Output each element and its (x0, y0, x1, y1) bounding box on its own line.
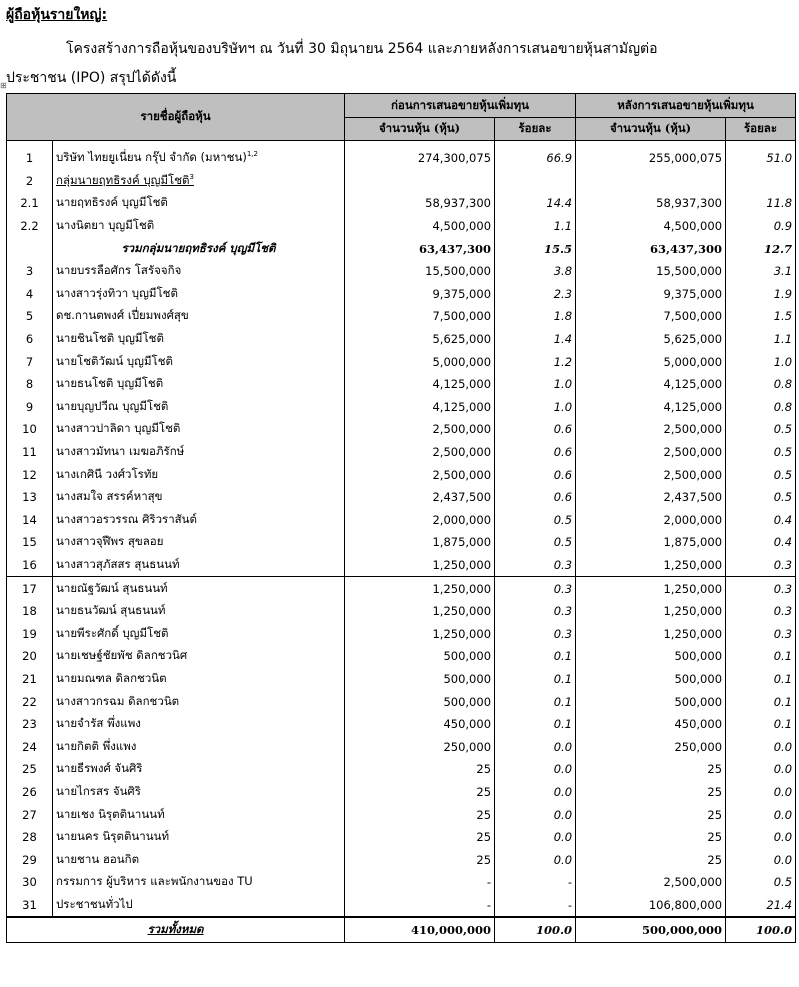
table-row (7, 554, 796, 577)
before-pct: 0.5 (495, 509, 576, 532)
row-number: 22 (7, 690, 53, 713)
shareholder-name-text: กรรมการ ผู้บริหาร และพนักงานของ TU (56, 874, 253, 889)
after-pct: 0.3 (726, 554, 796, 577)
before-pct: 0.0 (495, 735, 576, 758)
after-pct: 0.3 (726, 600, 796, 623)
before-pct: 1.8 (495, 305, 576, 328)
row-number: 13 (7, 486, 53, 509)
before-pct: 2.3 (495, 283, 576, 306)
intro-paragraph-line-1: โครงสร้างการถือหุ้นของบริษัทฯ ณ วันที่ 30 มิถุนายน 2564 และภายหลังการเสนอขายหุ้นสามัญต่อ (66, 41, 658, 57)
before-shares: 450,000 (345, 713, 495, 736)
after-shares: 4,500,000 (576, 215, 726, 238)
shareholder-name (53, 509, 345, 532)
before-pct: 1.0 (495, 396, 576, 419)
before-pct: 0.3 (495, 577, 576, 600)
before-pct: 0.6 (495, 441, 576, 464)
row-number: 8 (7, 373, 53, 396)
shareholder-name-text: นางสาวอรวรรณ ศิริวราสันต์ (56, 511, 198, 526)
row-number: 5 (7, 305, 53, 328)
before-shares: 15,500,000 (345, 260, 495, 283)
before-shares: 500,000 (345, 645, 495, 668)
row-number: 11 (7, 441, 53, 464)
after-shares: 1,250,000 (576, 600, 726, 623)
table-row (7, 509, 796, 532)
after-shares: 5,625,000 (576, 328, 726, 351)
after-shares: 255,000,075 (576, 147, 726, 170)
row-number: 9 (7, 396, 53, 419)
table-row (7, 668, 796, 691)
after-pct (726, 170, 796, 193)
table-row (7, 531, 796, 554)
before-shares: 500,000 (345, 690, 495, 713)
header-before-shares: จำนวนหุ้น (หุ้น) (345, 118, 495, 141)
shareholder-name-text: นางสาวจุฬีพร สุขลอย (56, 534, 164, 549)
before-pct: 0.0 (495, 803, 576, 826)
table-row (7, 713, 796, 736)
shareholder-name-text: นางสาวรุ่งทิวา บุญมีโชติ (56, 285, 178, 300)
shareholder-name (53, 486, 345, 509)
row-number: 31 (7, 894, 53, 918)
before-shares: 1,250,000 (345, 554, 495, 577)
total-after-pct: 100.0 (726, 917, 796, 943)
after-shares: 1,250,000 (576, 554, 726, 577)
table-row (7, 803, 796, 826)
after-shares: 4,125,000 (576, 373, 726, 396)
table-row (7, 147, 796, 170)
shareholder-name (53, 622, 345, 645)
before-shares: 4,125,000 (345, 373, 495, 396)
before-shares: 500,000 (345, 668, 495, 691)
after-shares: 2,437,500 (576, 486, 726, 509)
shareholder-name (53, 826, 345, 849)
row-number: 29 (7, 848, 53, 871)
table-anchor-icon: ⊞ (0, 81, 7, 90)
row-number: 15 (7, 531, 53, 554)
header-after-shares: จำนวนหุ้น (หุ้น) (576, 118, 726, 141)
shareholder-name-text: นายบรรลือศักร โสรัจจกิจ (56, 263, 182, 278)
shareholder-name-text: นางสาวมัทนา เมฆอภิรักษ์ (56, 444, 185, 459)
shareholder-name-text: นายนคร นิรุตตินานนท์ (56, 829, 170, 844)
table-row (7, 645, 796, 668)
after-shares: 106,800,000 (576, 894, 726, 918)
shareholder-name-text: นางสาวสุภัสสร สุนธนนท์ (56, 556, 180, 571)
row-number: 2 (7, 170, 53, 193)
row-number: 12 (7, 463, 53, 486)
before-shares: 58,937,300 (345, 192, 495, 215)
shareholder-table (6, 93, 796, 943)
before-pct: 0.1 (495, 645, 576, 668)
row-number: 10 (7, 418, 53, 441)
row-number: 21 (7, 668, 53, 691)
after-pct: 1.1 (726, 328, 796, 351)
table-row (7, 283, 796, 306)
before-pct: 0.1 (495, 713, 576, 736)
before-shares: 25 (345, 848, 495, 871)
shareholder-name-text: นายไกรสร จันศิริ (56, 783, 141, 798)
table-row (7, 486, 796, 509)
after-pct: 0.4 (726, 509, 796, 532)
shareholder-name (53, 803, 345, 826)
before-shares: 1,875,000 (345, 531, 495, 554)
table-row (7, 600, 796, 623)
shareholder-name-text: นายณัฐวัฒน์ สุนธนนท์ (56, 580, 168, 595)
shareholder-name-text: นายฤทธิรงค์ บุญมีโชติ (56, 195, 168, 210)
table-row (7, 781, 796, 804)
before-pct: 0.6 (495, 418, 576, 441)
shareholder-name (53, 237, 345, 260)
shareholder-name (53, 713, 345, 736)
shareholder-name (53, 192, 345, 215)
shareholder-name (53, 373, 345, 396)
before-pct: 0.3 (495, 554, 576, 577)
after-shares: 1,250,000 (576, 622, 726, 645)
after-shares: 250,000 (576, 735, 726, 758)
before-shares: 25 (345, 781, 495, 804)
header-shareholder-name: รายชื่อผู้ถือหุ้น (7, 94, 345, 141)
row-number: 30 (7, 871, 53, 894)
shareholder-name-text: นายเชง นิรุตตินานนท์ (56, 806, 165, 821)
table-row (7, 396, 796, 419)
after-shares: 2,000,000 (576, 509, 726, 532)
total-before-pct: 100.0 (495, 917, 576, 943)
before-shares: 7,500,000 (345, 305, 495, 328)
after-shares: 1,875,000 (576, 531, 726, 554)
before-shares: 4,500,000 (345, 215, 495, 238)
after-shares: 25 (576, 758, 726, 781)
row-number: 3 (7, 260, 53, 283)
after-pct: 11.8 (726, 192, 796, 215)
after-shares: 1,250,000 (576, 577, 726, 600)
footnote-ref: 3 (189, 173, 194, 182)
shareholder-name (53, 848, 345, 871)
before-shares: 1,250,000 (345, 577, 495, 600)
shareholder-name-text: นายเชษฐ์ชัยพัช ดิลกชวนิศ (56, 648, 188, 663)
after-shares: 500,000 (576, 668, 726, 691)
before-shares: 9,375,000 (345, 283, 495, 306)
after-pct: 0.5 (726, 871, 796, 894)
shareholder-name-text: นางสาวปาลิดา บุญมีโชติ (56, 421, 181, 436)
shareholder-name-text: นายมณฑล ดิลกชวนิต (56, 670, 167, 685)
before-pct: - (495, 871, 576, 894)
shareholder-name-text: นางเกศินี วงศ์วโรทัย (56, 466, 159, 481)
after-shares: 58,937,300 (576, 192, 726, 215)
before-shares: - (345, 894, 495, 918)
shareholder-name-text: บริษัท ไทยยูเนี่ยน กรุ๊ป จำกัด (มหาชน) (56, 150, 247, 165)
after-pct: 0.3 (726, 622, 796, 645)
shareholder-name-text: นายธีรพงศ์ จันศิริ (56, 761, 143, 776)
shareholder-name (53, 600, 345, 623)
before-pct: 66.9 (495, 147, 576, 170)
header-before-offering: ก่อนการเสนอขายหุ้นเพิ่มทุน (345, 94, 576, 118)
after-pct: 0.5 (726, 441, 796, 464)
shareholder-name-text: นายพีระศักดิ์ บุญมีโชติ (56, 625, 169, 640)
table-body (7, 141, 796, 918)
table-row (7, 170, 796, 193)
after-pct: 0.0 (726, 758, 796, 781)
before-pct: 1.4 (495, 328, 576, 351)
shareholder-name (53, 758, 345, 781)
before-pct: 0.1 (495, 668, 576, 691)
table-row (7, 373, 796, 396)
before-shares: 2,437,500 (345, 486, 495, 509)
table-row (7, 735, 796, 758)
before-pct: 15.5 (495, 237, 576, 260)
before-pct: 0.6 (495, 486, 576, 509)
shareholder-name (53, 170, 345, 193)
table-row (7, 622, 796, 645)
after-pct: 0.1 (726, 668, 796, 691)
after-pct: 0.1 (726, 645, 796, 668)
before-pct: 0.3 (495, 600, 576, 623)
after-pct: 0.0 (726, 735, 796, 758)
shareholder-name-text: นางสมใจ สรรค์หาสุข (56, 489, 163, 504)
before-shares: 4,125,000 (345, 396, 495, 419)
after-pct: 0.1 (726, 713, 796, 736)
after-shares: 2,500,000 (576, 871, 726, 894)
after-pct: 1.9 (726, 283, 796, 306)
after-shares: 7,500,000 (576, 305, 726, 328)
table-row (7, 577, 796, 600)
row-number: 6 (7, 328, 53, 351)
shareholder-name (53, 668, 345, 691)
row-number: 26 (7, 781, 53, 804)
table-row (7, 350, 796, 373)
shareholder-name-text: รวมกลุ่มนายฤทธิรงค์ บุญมีโชติ (121, 240, 276, 255)
after-shares: 25 (576, 826, 726, 849)
after-pct: 1.0 (726, 350, 796, 373)
shareholder-name (53, 463, 345, 486)
shareholder-name-text: นายกิตติ พึ่งแพง (56, 738, 137, 753)
after-shares: 4,125,000 (576, 396, 726, 419)
table-row (7, 328, 796, 351)
before-pct: 3.8 (495, 260, 576, 283)
shareholder-name (53, 894, 345, 918)
before-shares: 2,500,000 (345, 441, 495, 464)
row-number: 25 (7, 758, 53, 781)
table-row (7, 215, 796, 238)
footnote-ref: 1,2 (246, 150, 258, 159)
row-number: 4 (7, 283, 53, 306)
shareholder-name-text: นางนิตยา บุญมีโชติ (56, 218, 155, 233)
section-heading: ผู้ถือหุ้นรายใหญ่: (6, 7, 108, 23)
shareholder-name (53, 283, 345, 306)
after-pct: 0.8 (726, 396, 796, 419)
before-shares: 2,500,000 (345, 418, 495, 441)
before-shares: 274,300,075 (345, 147, 495, 170)
after-shares: 2,500,000 (576, 418, 726, 441)
before-pct: 0.0 (495, 758, 576, 781)
table-row (7, 758, 796, 781)
before-pct: 14.4 (495, 192, 576, 215)
before-shares (345, 170, 495, 193)
after-pct: 1.5 (726, 305, 796, 328)
total-label: รวมทั้งหมด (7, 917, 345, 943)
before-pct: 0.0 (495, 826, 576, 849)
shareholder-name (53, 871, 345, 894)
table-row (7, 894, 796, 918)
after-pct: 0.0 (726, 826, 796, 849)
before-shares: - (345, 871, 495, 894)
after-shares: 2,500,000 (576, 463, 726, 486)
after-shares (576, 170, 726, 193)
row-number: 24 (7, 735, 53, 758)
after-pct: 3.1 (726, 260, 796, 283)
after-pct: 0.0 (726, 848, 796, 871)
shareholder-name (53, 577, 345, 600)
before-pct: 0.5 (495, 531, 576, 554)
total-row (7, 917, 796, 943)
table-row (7, 441, 796, 464)
row-number: 2.1 (7, 192, 53, 215)
before-pct: 1.0 (495, 373, 576, 396)
shareholder-name-text: นายชินโชติ บุญมีโชติ (56, 331, 164, 346)
row-number: 7 (7, 350, 53, 373)
after-shares: 25 (576, 848, 726, 871)
shareholder-name-text: นายบุญปวีณ บุญมีโชติ (56, 398, 169, 413)
row-number: 20 (7, 645, 53, 668)
before-pct: 1.1 (495, 215, 576, 238)
after-shares: 15,500,000 (576, 260, 726, 283)
table-row (7, 826, 796, 849)
before-shares: 25 (345, 826, 495, 849)
row-number (7, 237, 53, 260)
before-pct: 1.2 (495, 350, 576, 373)
before-pct (495, 170, 576, 193)
after-pct: 51.0 (726, 147, 796, 170)
after-pct: 0.8 (726, 373, 796, 396)
shareholder-name (53, 350, 345, 373)
table-row (7, 463, 796, 486)
after-shares: 5,000,000 (576, 350, 726, 373)
table-row (7, 871, 796, 894)
row-number: 1 (7, 147, 53, 170)
shareholder-name (53, 147, 345, 170)
after-pct: 0.5 (726, 463, 796, 486)
shareholder-name-text: นายธนวัฒน์ สุนธนนท์ (56, 603, 166, 618)
row-number: 18 (7, 600, 53, 623)
after-shares: 25 (576, 803, 726, 826)
before-pct: 0.6 (495, 463, 576, 486)
table-row (7, 848, 796, 871)
after-pct: 0.1 (726, 690, 796, 713)
after-pct: 0.9 (726, 215, 796, 238)
before-shares: 250,000 (345, 735, 495, 758)
before-pct: - (495, 894, 576, 918)
after-shares: 2,500,000 (576, 441, 726, 464)
before-shares: 63,437,300 (345, 237, 495, 260)
shareholder-name (53, 305, 345, 328)
before-pct: 0.0 (495, 781, 576, 804)
shareholder-name (53, 531, 345, 554)
after-shares: 25 (576, 781, 726, 804)
after-pct: 0.3 (726, 577, 796, 600)
table-row (7, 418, 796, 441)
total-before-shares: 410,000,000 (345, 917, 495, 943)
shareholder-name (53, 645, 345, 668)
before-shares: 1,250,000 (345, 600, 495, 623)
shareholder-name-text: กลุ่มนายฤทธิรงค์ บุญมีโชติ (56, 172, 190, 187)
row-number: 27 (7, 803, 53, 826)
shareholder-name-text: นางสาวกรฉม ดิลกชวนิต (56, 693, 180, 708)
shareholder-name (53, 554, 345, 577)
before-shares: 25 (345, 758, 495, 781)
shareholder-name-text: นายชาน ฮอนกิต (56, 851, 140, 866)
shareholder-name-text: ประชาชนทั่วไป (56, 896, 133, 911)
shareholder-name (53, 328, 345, 351)
header-before-pct: ร้อยละ (495, 118, 576, 141)
before-pct: 0.0 (495, 848, 576, 871)
shareholder-name (53, 396, 345, 419)
before-pct: 0.3 (495, 622, 576, 645)
table-row (7, 690, 796, 713)
row-number: 23 (7, 713, 53, 736)
header-after-pct: ร้อยละ (726, 118, 796, 141)
before-shares: 1,250,000 (345, 622, 495, 645)
shareholder-name (53, 690, 345, 713)
shareholder-name (53, 418, 345, 441)
after-shares: 500,000 (576, 645, 726, 668)
shareholder-name-text: นายธนโชติ บุญมีโชติ (56, 376, 164, 391)
row-number: 16 (7, 554, 53, 577)
before-pct: 0.1 (495, 690, 576, 713)
table-row (7, 260, 796, 283)
total-after-shares: 500,000,000 (576, 917, 726, 943)
after-pct: 0.0 (726, 803, 796, 826)
shareholder-name (53, 735, 345, 758)
table-row (7, 192, 796, 215)
after-shares: 63,437,300 (576, 237, 726, 260)
header-after-offering: หลังการเสนอขายหุ้นเพิ่มทุน (576, 94, 796, 118)
shareholder-name (53, 781, 345, 804)
row-number: 14 (7, 509, 53, 532)
shareholder-name (53, 215, 345, 238)
shareholder-name (53, 260, 345, 283)
row-number: 17 (7, 577, 53, 600)
table-row (7, 305, 796, 328)
after-pct: 0.5 (726, 486, 796, 509)
before-shares: 5,000,000 (345, 350, 495, 373)
intro-paragraph-line-2: ประชาชน (IPO) สรุปได้ดังนี้ (6, 70, 177, 86)
after-pct: 21.4 (726, 894, 796, 918)
row-number: 28 (7, 826, 53, 849)
shareholder-name-text: นายจำรัส พึ่งแพง (56, 716, 141, 731)
after-pct: 0.5 (726, 418, 796, 441)
after-pct: 12.7 (726, 237, 796, 260)
after-pct: 0.4 (726, 531, 796, 554)
after-shares: 450,000 (576, 713, 726, 736)
row-number: 19 (7, 622, 53, 645)
shareholder-name-text: ดช.กานตพงศ์ เปี่ยมพงศ์สุข (56, 308, 189, 323)
shareholder-name-text: นายโชติวัฒน์ บุญมีโชติ (56, 353, 173, 368)
shareholder-name (53, 441, 345, 464)
row-number: 2.2 (7, 215, 53, 238)
after-shares: 9,375,000 (576, 283, 726, 306)
before-shares: 5,625,000 (345, 328, 495, 351)
after-shares: 500,000 (576, 690, 726, 713)
table-row (7, 237, 796, 260)
before-shares: 2,000,000 (345, 509, 495, 532)
before-shares: 2,500,000 (345, 463, 495, 486)
after-pct: 0.0 (726, 781, 796, 804)
before-shares: 25 (345, 803, 495, 826)
